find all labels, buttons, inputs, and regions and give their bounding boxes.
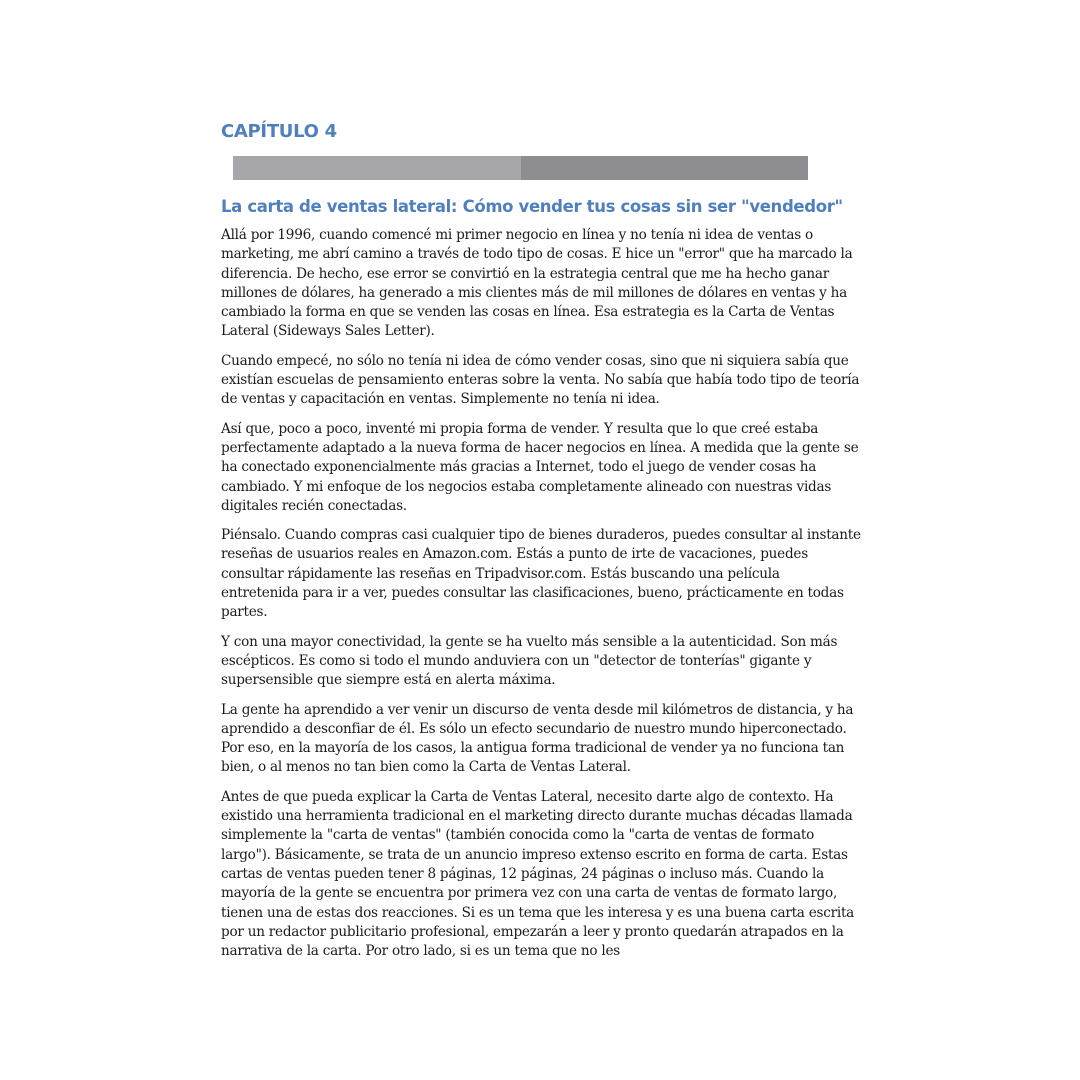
section-title: La carta de ventas lateral: Cómo vender tus cosas sin ser "vendedor" [221, 197, 843, 216]
divider-band-light [233, 156, 521, 180]
paragraph-7: Antes de que pueda explicar la Carta de Ventas Lateral, necesito darte algo de contexto. Ha existido una herramienta tradicional en el marketing directo durante muchas décadas llamada simplemente la "carta de ventas" (también conocida como la "carta de ventas de formato largo"). Básicamente, se trata de un anuncio impreso extenso escrito en forma de carta. Estas cartas de ventas pueden tener 8 páginas, 12 páginas, 24 páginas o incluso más. Cuando la mayoría de la gente se encuentra por primera vez con una carta de ventas de formato largo, tienen una de estas dos reacciones. Si es un tema que les interesa y es una buena carta escrita por un redactor publicitario profesional, empezarán a leer y pronto quedarán atrapados en la narrativa de la carta. Por otro lado, si es un tema que no les [221, 788, 855, 960]
body-text [221, 226, 861, 961]
paragraph-4: Piénsalo. Cuando compras casi cualquier tipo de bienes duraderos, puedes consultar al instante reseñas de usuarios reales en Amazon.com. Estás a punto de irte de vacaciones, puedes consultar rápidamente las reseñas en Tripadvisor.com. Estás buscando una película entretenida para ir a ver, puedes consultar las clasificaciones, bueno, prácticamente en todas partes. [221, 527, 861, 621]
divider-band-dark [521, 156, 808, 180]
document-page [221, 118, 861, 971]
paragraph-6: La gente ha aprendido a ver venir un discurso de venta desde mil kilómetros de distancia, y ha aprendido a desconfiar de él. Es sólo un efecto secundario de nuestro mundo hiperconectado. Por eso, en la mayoría de los casos, la antigua forma tradicional de vender ya no funciona tan bien, o al menos no tan bien como la Carta de Ventas Lateral. [221, 701, 854, 776]
paragraph-2: Cuando empecé, no sólo no tenía ni idea de cómo vender cosas, sino que ni siquiera sabía que existían escuelas de pensamiento enteras sobre la venta. No sabía que había todo tipo de teoría de ventas y capacitación en ventas. Simplemente no tenía ni idea. [221, 352, 860, 408]
chapter-heading: CAPÍTULO 4 [221, 121, 337, 142]
chapter-divider-band [233, 156, 808, 180]
paragraph-1: Allá por 1996, cuando comencé mi primer negocio en línea y no tenía ni idea de ventas o marketing, me abrí camino a través de todo tipo de cosas. E hice un "error" que ha marcado la diferencia. De hecho, ese error se convirtió en la estrategia central que me ha hecho ganar millones de dólares, ha generado a mis clientes más de mil millones de dólares en ventas y ha cambiado la forma en que se venden las cosas en línea. Esa estrategia es la Carta de Ventas Lateral (Sideways Sales Letter). [221, 227, 853, 340]
paragraph-3: Así que, poco a poco, inventé mi propia forma de vender. Y resulta que lo que creé estaba perfectamente adaptado a la nueva forma de hacer negocios en línea. A medida que la gente se ha conectado exponencialmente más gracias a Internet, todo el juego de vender cosas ha cambiado. Y mi enfoque de los negocios estaba completamente alineado con nuestras vidas digitales recién conectadas. [221, 420, 859, 514]
paragraph-5: Y con una mayor conectividad, la gente se ha vuelto más sensible a la autenticidad. Son más escépticos. Es como si todo el mundo anduviera con un "detector de tonterías" gigante y supersensible que siempre está en alerta máxima. [221, 633, 838, 689]
